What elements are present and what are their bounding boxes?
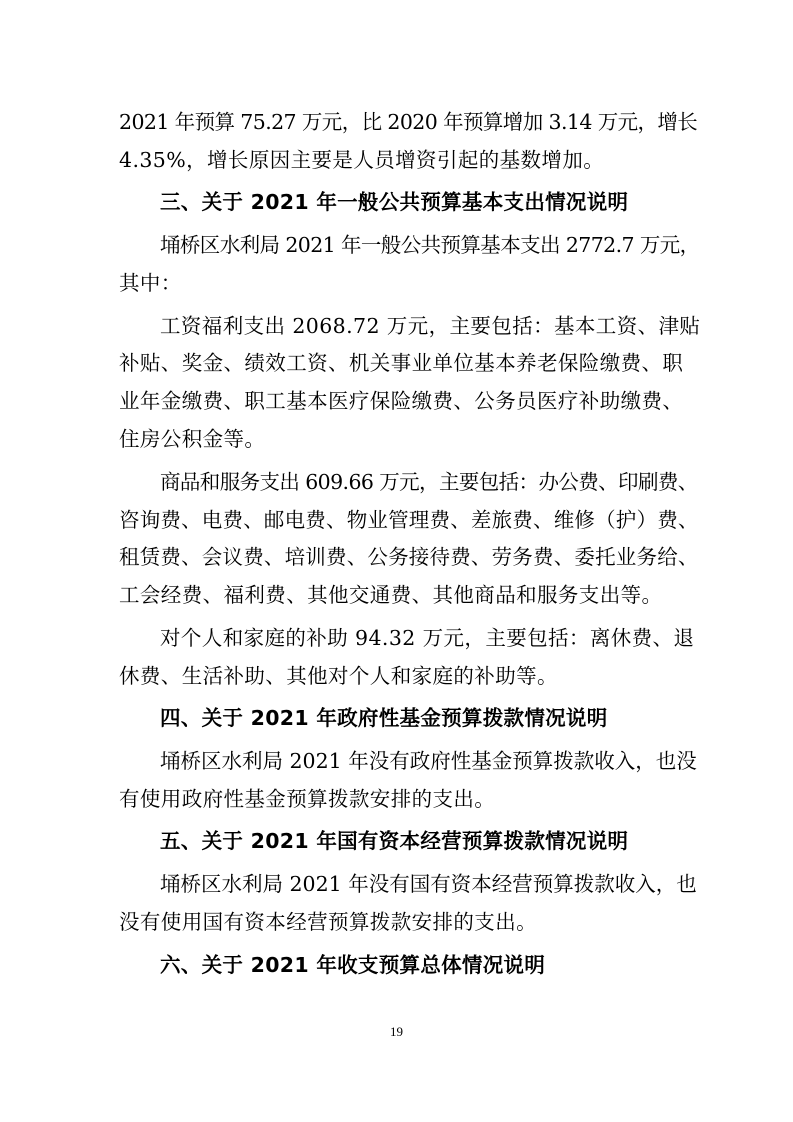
section-4-heading: 四、关于 2021 年政府性基金预算拨款情况说明 xyxy=(160,706,608,730)
basic-expenditure-line-2: 其中： xyxy=(119,271,182,295)
goods-services-line-1: 商品和服务支出 609.66 万元，主要包括：办公费、印刷费、 xyxy=(160,470,698,494)
government-fund-line-2: 有使用政府性基金预算拨款安排的支出。 xyxy=(119,787,496,811)
salary-welfare-line-1: 工资福利支出 2068.72 万元，主要包括：基本工资、津贴 xyxy=(160,314,701,338)
goods-services-line-3: 租赁费、会议费、培训费、公务接待费、劳务费、委托业务给、 xyxy=(119,545,699,569)
personal-subsidy-line-1: 对个人和家庭的补助 94.32 万元，主要包括：离休费、退 xyxy=(160,626,695,650)
salary-welfare-line-2: 补贴、奖金、绩效工资、机关事业单位基本养老保险缴费、职 xyxy=(119,351,684,375)
budget-increase-line-2: 4.35%，增长原因主要是人员增资引起的基数增加。 xyxy=(119,148,605,172)
salary-welfare-line-4: 住房公积金等。 xyxy=(119,427,266,451)
section-3-heading: 三、关于 2021 年一般公共预算基本支出情况说明 xyxy=(160,190,629,214)
state-capital-line-2: 没有使用国有资本经营预算拨款安排的支出。 xyxy=(119,910,537,934)
personal-subsidy-line-2: 休费、生活补助、其他对个人和家庭的补助等。 xyxy=(119,664,558,688)
basic-expenditure-line-1: 埇桥区水利局 2021 年一般公共预算基本支出 2772.7 万元， xyxy=(160,233,700,257)
salary-welfare-line-3: 业年金缴费、职工基本医疗保险缴费、公务员医疗补助缴费、 xyxy=(119,389,684,413)
goods-services-line-2: 咨询费、电费、邮电费、物业管理费、差旅费、维修（护）费、 xyxy=(119,508,699,532)
section-5-heading: 五、关于 2021 年国有资本经营预算拨款情况说明 xyxy=(160,829,629,853)
state-capital-line-1: 埇桥区水利局 2021 年没有国有资本经营预算拨款收入，也 xyxy=(160,872,697,896)
government-fund-line-1: 埇桥区水利局 2021 年没有政府性基金预算拨款收入，也没 xyxy=(160,749,697,773)
goods-services-line-4: 工会经费、福利费、其他交通费、其他商品和服务支出等。 xyxy=(119,583,663,607)
section-6-heading: 六、关于 2021 年收支预算总体情况说明 xyxy=(160,953,546,977)
page-number: 19 xyxy=(390,1024,403,1039)
budget-increase-line-1: 2021 年预算 75.27 万元，比 2020 年预算增加 3.14 万元，增长 xyxy=(119,110,698,134)
